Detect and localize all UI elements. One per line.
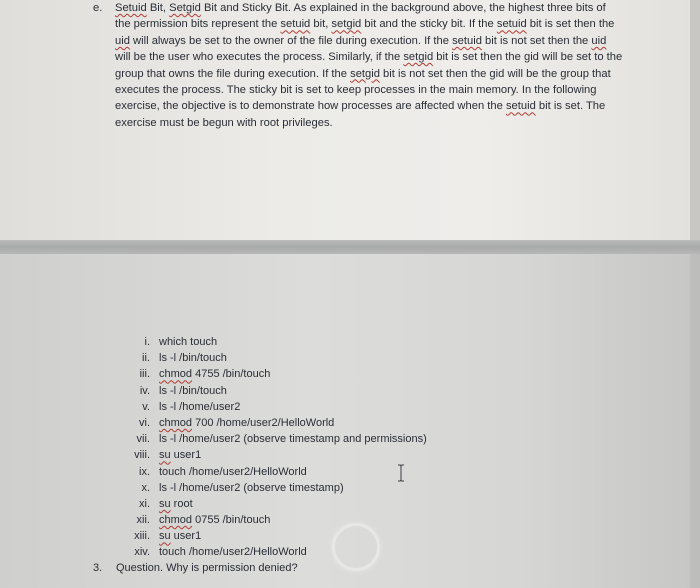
step-number: vi. bbox=[139, 416, 150, 429]
flagged-word: uid bbox=[115, 34, 130, 47]
paragraph-segment: bit is set then the bbox=[526, 18, 615, 31]
paragraph-segment: bit is set. The exercise must be begun with root privileges. bbox=[115, 100, 606, 129]
command-text: ls -l /home/user2 (observe timestamp) bbox=[159, 481, 344, 494]
command-text: 4755 /bin/touch bbox=[192, 368, 271, 381]
page-divider bbox=[0, 240, 700, 254]
paragraph-marker: e. bbox=[93, 2, 103, 14]
step-number: i. bbox=[144, 336, 150, 348]
step-command bbox=[159, 512, 270, 528]
paragraph-text bbox=[115, 0, 623, 131]
command-text: ls -l /bin/touch bbox=[159, 352, 227, 365]
command-text: touch /home/user2/HelloWorld bbox=[159, 546, 307, 559]
step-command bbox=[159, 366, 270, 382]
paragraph-segment: Bit and Sticky Bit. As explained in the background above, the highest three bits of the permission bits represent the bbox=[115, 2, 606, 31]
paragraph-segment: bit is not set then the gid will be the group that executes the process. The sticky bit is set to keep processes in the main memory. In the following exercise, the objective is to demonstrate how processes are affected when the bbox=[115, 67, 611, 113]
text-cursor-icon bbox=[396, 464, 406, 482]
flagged-word: chmod bbox=[159, 514, 193, 527]
step-command bbox=[159, 528, 201, 544]
flagged-word: setuid bbox=[452, 34, 482, 47]
step-number: xiv. bbox=[134, 546, 150, 559]
step-number: v. bbox=[142, 400, 150, 413]
step-command bbox=[159, 464, 307, 480]
paragraph-segment: bit is not set then the bbox=[481, 34, 592, 47]
step-number: ii. bbox=[142, 352, 150, 365]
step-number: iv. bbox=[139, 384, 150, 397]
flagged-word: setgid bbox=[331, 18, 362, 31]
step-command bbox=[159, 431, 427, 447]
flagged-word: su bbox=[159, 497, 171, 510]
command-text: 700 /home/user2/HelloWorld bbox=[192, 416, 335, 429]
step-number: xi. bbox=[139, 497, 150, 510]
flagged-word: setgid bbox=[350, 67, 380, 80]
flagged-word: chmod bbox=[159, 416, 193, 429]
step-command bbox=[159, 415, 334, 431]
command-text: user1 bbox=[170, 449, 202, 462]
step-number: xii. bbox=[136, 514, 150, 527]
paragraph-segment: bit is set then the gid will be set to the group that owns the file during execution. If the bbox=[115, 51, 623, 80]
flagged-word: Setgid bbox=[169, 2, 201, 14]
step-number: x. bbox=[141, 481, 150, 494]
step-number: vii. bbox=[136, 433, 150, 446]
paragraph-segment: will always be set to the owner of the file during execution. If the bbox=[129, 34, 453, 47]
step-command bbox=[159, 350, 227, 366]
paragraph-segment: Bit, bbox=[146, 2, 170, 14]
step-command bbox=[159, 399, 240, 415]
flagged-word: chmod bbox=[159, 368, 193, 381]
step-command bbox=[159, 496, 193, 512]
command-text: touch /home/user2/HelloWorld bbox=[159, 465, 307, 478]
flagged-word: setuid bbox=[280, 18, 311, 31]
paragraph-segment: will be the user who executes the process. Similarly, if the bbox=[115, 51, 404, 64]
step-number: iii. bbox=[139, 368, 150, 381]
command-text: which touch bbox=[159, 336, 218, 348]
command-text: 0755 /bin/touch bbox=[192, 514, 271, 527]
flagged-word: setuid bbox=[496, 18, 527, 31]
flagged-word: Setuid bbox=[115, 2, 147, 14]
step-command bbox=[159, 383, 227, 399]
question-text: Question. Why is permission denied? bbox=[116, 562, 298, 574]
command-text: ls -l /home/user2 (observe timestamp and permissions) bbox=[159, 433, 427, 446]
flagged-word: su bbox=[159, 530, 171, 543]
paragraph-segment: bit and the sticky bit. If the bbox=[361, 18, 497, 31]
setuid-paragraph bbox=[93, 0, 623, 131]
command-text: ls -l /home/user2 bbox=[159, 400, 241, 413]
step-command bbox=[159, 447, 201, 463]
command-text: root bbox=[170, 497, 193, 510]
flagged-word: setuid bbox=[505, 100, 536, 113]
question-number: 3. bbox=[93, 562, 103, 574]
flagged-word: setgid bbox=[403, 51, 434, 64]
command-text: user1 bbox=[170, 530, 202, 543]
step-number: xiii. bbox=[134, 530, 150, 543]
paragraph-segment: bit, bbox=[310, 18, 332, 31]
step-command bbox=[159, 480, 344, 496]
flagged-word: uid bbox=[591, 34, 607, 47]
step-command bbox=[159, 544, 307, 560]
flagged-word: su bbox=[159, 449, 171, 462]
step-number: viii. bbox=[134, 449, 150, 462]
glare-artifact bbox=[332, 523, 380, 571]
command-text: ls -l /bin/touch bbox=[159, 384, 227, 397]
step-command bbox=[159, 334, 217, 350]
step-number: ix. bbox=[139, 465, 150, 478]
